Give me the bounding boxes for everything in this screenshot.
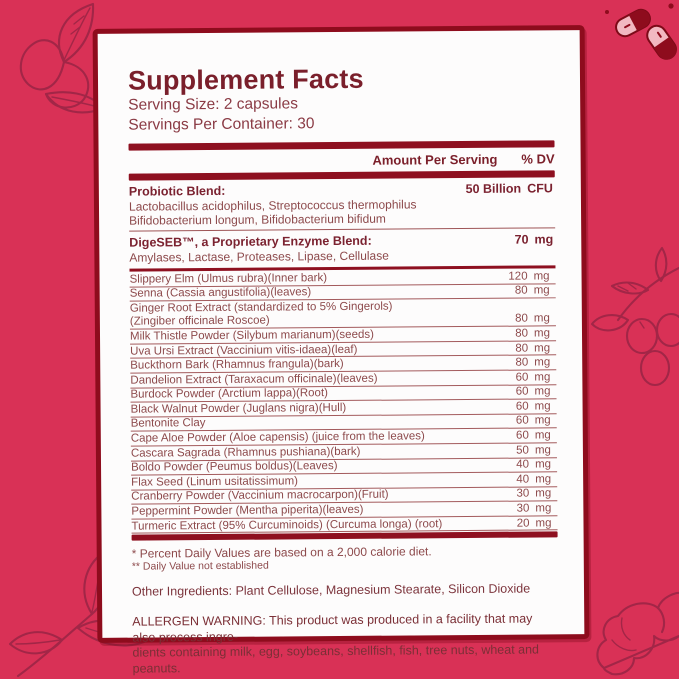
ingredient-name: Peppermint Powder (Mentha piperita)(leaves) (131, 503, 364, 518)
ginger-root-illustration (597, 593, 679, 674)
probiotic-blend-section (129, 177, 555, 227)
serving-size: Serving Size: 2 capsules (128, 95, 298, 114)
ingredient-table (130, 269, 558, 534)
ingredient-amount: 60 mg (515, 400, 551, 413)
dv-label: % DV (521, 151, 555, 167)
ingredient-name: Cascara Sagrada (Rhamnus pushiana)(bark) (130, 445, 361, 460)
ingredient-amount: 30 mg (516, 487, 552, 500)
ingredient-amount: 80 mg (515, 356, 551, 369)
ingredient-name: Uva Ursi Extract (Vaccinium vitis-idaea)(leaf) (130, 343, 358, 358)
dv-not-established-footnote: ** Daily Value not established (131, 559, 269, 574)
ingredient-name: Boldo Powder (Peumus boldus)(Leaves) (130, 460, 338, 474)
ingredient-amount: 20 mg (516, 516, 552, 530)
other-ingredients: Other Ingredients: Plant Cellulose, Magnesium Stearate, Silicon Dioxide (131, 581, 531, 600)
ingredient-name: (Zingiber officinale Roscoe) (129, 314, 270, 329)
ingredient-amount: 60 mg (515, 414, 551, 428)
blend-name: DigeSEB™, a Proprietary Enzyme Blend: (129, 233, 372, 250)
panel-title: Supplement Facts (127, 63, 364, 96)
blend-detail: Lactobacillus acidophilus, Streptococcus thermophilus (128, 197, 417, 214)
ingredient-amount: 60 mg (515, 429, 551, 442)
ingredient-amount: 40 mg (516, 473, 552, 486)
olive-branch-illustration (592, 248, 679, 385)
allergen-warning: ALLERGEN WARNING: This product was produced in a facility that may also process ingre- dients containing milk, egg, soybeans, shellfish, fish, tree nuts, wheat and peanuts. (132, 611, 540, 676)
ingredient-name: Flax Seed (Linum usitatissimum) (131, 475, 299, 489)
servings-per-container: Servings Per Container: 30 (128, 114, 315, 134)
ingredient-amount: 80 mg (515, 312, 550, 326)
ingredient-name: Ginger Root Extract (standardized to 5% Gingerols) (129, 300, 393, 315)
blend-name: Probiotic Blend: (128, 183, 226, 199)
ingredient-amount: 30 mg (516, 502, 552, 515)
ingredient-name: Black Walnut Powder (Juglans nigra)(Hull) (130, 401, 347, 416)
ingredient-amount: 50 mg (516, 443, 551, 457)
blend-amount: 50 Billion CFU (465, 181, 553, 197)
berry-leaf-illustration (21, 4, 104, 112)
table-header (129, 147, 555, 173)
ingredient-amount: 80 mg (515, 341, 551, 355)
ingredient-amount: 60 mg (515, 371, 551, 384)
ingredient-name: Turmeric Extract (95% Curcuminoids) (Curcuma longa) (root) (131, 517, 443, 533)
ingredient-amount: 80 mg (515, 327, 551, 340)
ingredient-amount: 120 mg (508, 270, 550, 283)
blend-detail: Amylases, Lactase, Proteases, Lipase, Cellulase (129, 248, 389, 265)
ingredient-name: Cranberry Powder (Vaccinium macrocarpon)(Fruit) (131, 488, 389, 504)
capsules-illustration (605, 3, 679, 63)
ingredient-amount: 80 mg (514, 284, 550, 297)
ingredient-name: Bentonite Clay (130, 417, 206, 431)
ingredient-name: Slippery Elm (Ulmus rubra)(Inner bark) (129, 271, 328, 286)
daily-value-footnote: * Percent Daily Values are based on a 2,000 calorie diet. (131, 544, 432, 562)
amount-per-serving-label: Amount Per Serving (372, 151, 498, 168)
ingredient-amount: 40 mg (516, 458, 552, 471)
ingredient-name: Senna (Cassia angustifolia)(leaves) (129, 286, 312, 300)
blend-amount: 70 mg (514, 232, 554, 247)
ingredient-name: Buckthorn Bark (Rhamnus frangula)(bark) (130, 358, 344, 372)
enzyme-blend-section (129, 228, 555, 264)
ingredient-amount: 60 mg (515, 385, 551, 398)
ingredient-name: Milk Thistle Powder (Silybum marianum)(seeds) (129, 328, 374, 343)
ingredient-name: Dandelion Extract (Taraxacum officinale)(leaves) (130, 372, 378, 387)
ingredient-name: Burdock Powder (Arctium lappa)(Root) (130, 387, 329, 401)
ingredient-name: Cape Aloe Powder (Aloe capensis) (juice from the leaves) (130, 430, 425, 445)
blend-detail: Bifidobacterium longum, Bifidobacterium bifidum (129, 211, 386, 228)
supplement-facts-panel (93, 25, 590, 676)
